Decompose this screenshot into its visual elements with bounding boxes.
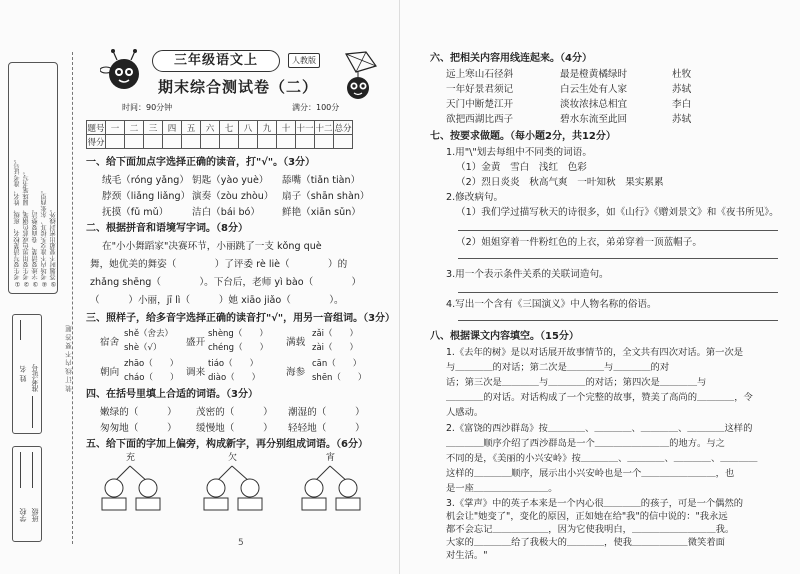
q3-word: 盛开 — [186, 337, 206, 348]
q3-heading: 三、照样子，给多音字选择正确的读音打"√"，用另一音组词。（3分） — [86, 313, 396, 324]
score-input-cell[interactable] — [144, 135, 163, 149]
q1-item[interactable]: 舔嘴（tiǎn tiàn） — [282, 175, 361, 186]
q7-sub: 1.用"\"划去每组中不同类的词语。 — [446, 147, 592, 158]
q6-cell[interactable]: 远上寒山石径斜 — [446, 69, 514, 80]
score-input-cell[interactable] — [239, 135, 258, 149]
q3-reading[interactable]: chéng（ ） — [208, 343, 269, 353]
tree-group-1 — [102, 466, 160, 510]
q8-line[interactable]: 不同的是，《美丽的小兴安岭》按＿＿＿＿、＿＿＿＿、＿＿＿＿、＿＿＿＿ — [446, 453, 758, 464]
exam-time: 时间：90分钟 — [122, 103, 173, 112]
q3-reading[interactable]: shě（舍去） — [124, 329, 174, 339]
score-input-cell[interactable] — [334, 135, 353, 149]
q6-cell[interactable]: 杜牧 — [672, 69, 692, 80]
word-box — [204, 498, 228, 510]
q3-reading[interactable]: shèng（ ） — [208, 329, 268, 339]
q6-heading: 六、把相关内容用线连起来。（4分） — [430, 53, 592, 64]
score-input-cell[interactable] — [106, 135, 125, 149]
word-box — [302, 498, 326, 510]
score-input-cell[interactable] — [296, 135, 315, 149]
candidate-note-3: ③字迹要清楚、卷面要整洁。 — [32, 205, 39, 287]
score-cell: 三 — [144, 121, 163, 135]
q8-line: 对生活。" — [446, 550, 488, 561]
q3-word: 调来 — [186, 367, 206, 378]
q1-heading: 一、给下面加点字选择正确的读音，打"√"。（3分） — [86, 157, 316, 168]
q8-line[interactable]: 这样的＿＿＿＿顺序，展示出小兴安岭也是一个＿＿＿＿＿＿＿＿，也 — [446, 468, 735, 479]
q7-sub: （1）我们学过描写秋天的诗很多，如《山行》《赠刘景文》和《夜书所见》。 — [456, 207, 779, 218]
q2-line: 舞，她优美的舞姿（ ）了评委 rè liè（ ）的 — [90, 259, 348, 270]
q4-item[interactable]: 缓慢地（ ） — [196, 423, 273, 434]
q8-line[interactable]: 是一座＿＿＿＿＿＿＿＿。 — [446, 483, 558, 494]
q4-item[interactable]: 匆匆地（ ） — [100, 423, 177, 434]
q6-cell[interactable]: 苏轼 — [672, 114, 692, 125]
score-cell: 六 — [201, 121, 220, 135]
candidate-note-4: ④考场内不准交头接耳、东张西望。 — [41, 187, 48, 287]
binding-strip — [6, 52, 78, 544]
kite-mascot-icon — [336, 50, 386, 108]
q2-line: 在"小小舞蹈家"决赛环节，小丽跳了一支 kǒng què — [102, 241, 322, 252]
candidate-notes-box — [8, 62, 58, 294]
page-fold — [399, 0, 400, 574]
score-cell: 得分 — [87, 135, 106, 149]
q8-line: 人感动。 — [446, 407, 484, 418]
grade-subject-banner: 三年级语文上 — [152, 50, 280, 72]
q5-char: 充 — [126, 453, 136, 463]
score-cell: 十二 — [315, 121, 334, 135]
q4-heading: 四、在括号里填上合适的词语。（3分） — [86, 389, 258, 400]
score-cell: 十一 — [296, 121, 315, 135]
radical-circle — [105, 479, 123, 497]
school-field-line[interactable] — [20, 452, 21, 488]
q8-line[interactable]: 话；第三次是＿＿＿＿与＿＿＿＿的对话；第四次是＿＿＿＿与 — [446, 377, 707, 388]
score-cell: 四 — [163, 121, 182, 135]
q5-char: 宵 — [326, 453, 336, 463]
q6-cell[interactable]: 白云生处有人家 — [560, 84, 628, 95]
q2-line: zhǎng shēng（ ）。下台后，老师 yì bào（ ） — [90, 277, 362, 288]
q8-line: 机会让"她变了"，变化的原因，正如她在给"我"的信中说的："我永远 — [446, 511, 728, 522]
q3-reading[interactable]: tiáo（ ） — [208, 359, 259, 369]
score-input-cell[interactable] — [315, 135, 334, 149]
score-cell: 二 — [125, 121, 144, 135]
q1-item[interactable]: 演奏（zòu zhòu） — [192, 191, 274, 202]
q6-cell[interactable]: 最是橙黄橘绿时 — [560, 69, 628, 80]
q3-reading[interactable]: shēn（ ） — [312, 373, 367, 383]
q2-line: （ ）小丽，jī lì（ ）她 xiāo jiǎo（ ）。 — [90, 295, 344, 306]
q7-sub: 2.修改病句。 — [446, 192, 504, 203]
q3-reading[interactable]: cháo（ ） — [124, 373, 179, 383]
score-cell: 十 — [277, 121, 296, 135]
score-input-cell[interactable] — [182, 135, 201, 149]
q8-line[interactable]: 与＿＿＿＿的对话；第二次是＿＿＿＿与＿＿＿＿的对 — [446, 362, 670, 373]
score-input-cell[interactable] — [125, 135, 144, 149]
q7-heading: 七、按要求做题。（每小题2分，共12分） — [430, 131, 616, 142]
q7-sub[interactable]: （2）烈日炎炎 秋高气爽 一叶知秋 果实累累 — [456, 177, 664, 188]
radical-circle — [139, 479, 157, 497]
score-cell: 五 — [182, 121, 201, 135]
q8-heading: 八、根据课文内容填空。（15分） — [430, 331, 579, 342]
answer-line[interactable] — [458, 230, 778, 231]
q6-cell[interactable]: 淡妆浓抹总相宜 — [560, 99, 628, 110]
candidate-note-2: ②考生要用黑色或蓝色钢笔、圆珠笔书写。 — [23, 168, 30, 287]
exam-title: 期末综合测试卷（二） — [157, 78, 318, 96]
score-cell: 九 — [258, 121, 277, 135]
answer-line[interactable] — [458, 292, 778, 293]
q5-char: 欠 — [228, 453, 238, 463]
q8-line[interactable]: 2.《富饶的西沙群岛》按＿＿＿＿、＿＿＿＿、＿＿＿＿、＿＿＿＿这样的 — [446, 423, 753, 434]
score-table-score-row — [87, 135, 353, 149]
score-cell: 题号 — [87, 121, 106, 135]
score-cell: 一 — [106, 121, 125, 135]
score-input-cell[interactable] — [201, 135, 220, 149]
answer-line[interactable] — [458, 258, 778, 259]
score-cell: 八 — [239, 121, 258, 135]
q1-item[interactable]: 钥匙（yào yuè） — [192, 175, 269, 186]
q8-line[interactable]: 大家的＿＿＿＿给了我极大的＿＿＿＿，使我＿＿＿＿＿＿微笑着面 — [446, 537, 725, 548]
q6-cell[interactable]: 天门中断楚江开 — [446, 99, 514, 110]
q6-cell[interactable]: 碧水东流至此回 — [560, 114, 628, 125]
score-input-cell[interactable] — [163, 135, 182, 149]
exam-no-field-line[interactable] — [32, 396, 33, 428]
q3-word: 海参 — [286, 367, 306, 378]
tree-group-3 — [302, 466, 360, 510]
q8-line[interactable]: ＿＿＿＿顺序介绍了西沙群岛是一个＿＿＿＿＿＿＿＿的地方。与之 — [446, 438, 725, 449]
q3-word: 宿舍 — [100, 337, 120, 348]
q4-item[interactable]: 嫩绿的（ ） — [100, 407, 177, 418]
candidate-note-5: ⑤答题时不要超出密封线外。 — [50, 205, 57, 287]
q3-reading[interactable]: zǎi（ ） — [312, 329, 359, 339]
q5-heading: 五、给下面的字加上偏旁，构成新字，再分别组成词语。（6分） — [86, 439, 368, 450]
q1-item[interactable]: 洁白（bái bó） — [192, 207, 261, 218]
q3-reading[interactable]: shè（√） — [124, 343, 162, 353]
score-input-cell[interactable] — [258, 135, 277, 149]
score-table-header-row — [87, 121, 353, 135]
q8-line[interactable]: 都不会忘记＿＿＿＿＿＿，因为它使我明白，＿＿＿＿＿＿＿＿＿我。 — [446, 524, 735, 535]
q3-reading[interactable]: cān（ ） — [312, 359, 362, 369]
q7-sub[interactable]: （1）金黄 雪白 浅红 色彩 — [456, 162, 587, 173]
q2-heading: 二、根据拼音和语境写字词。（8分） — [86, 223, 248, 234]
q7-sub: （2）姐姐穿着一件粉红色的上衣，弟弟穿着一顶蓝帽子。 — [456, 237, 702, 248]
q4-item[interactable]: 潮湿的（ ） — [288, 407, 365, 418]
q4-item[interactable]: 茂密的（ ） — [196, 407, 273, 418]
q1-item[interactable]: 抚摸（fǔ mǔ） — [102, 207, 169, 218]
q3-word: 朝向 — [100, 367, 120, 378]
page-number-left: 5 — [238, 538, 244, 548]
score-table — [86, 120, 353, 149]
score-cell: 总分 — [334, 121, 353, 135]
q3-word: 满载 — [286, 337, 306, 348]
q3-reading[interactable]: zhāo（ ） — [124, 359, 179, 369]
q6-cell[interactable]: 苏轼 — [672, 84, 692, 95]
q8-line[interactable]: ＿＿＿＿的对话。对话构成了一个完整的故事，赞美了高尚的＿＿＿＿，令 — [446, 392, 753, 403]
q7-sub: 3.用一个表示条件关系的关联词造句。 — [446, 269, 609, 280]
school-label: 学校 — [19, 508, 27, 522]
word-box — [102, 498, 126, 510]
answer-line[interactable] — [458, 320, 778, 321]
word-box — [238, 498, 262, 510]
q3-reading[interactable]: diào（ ） — [208, 373, 261, 383]
score-cell: 七 — [220, 121, 239, 135]
class-label: 班级 — [31, 508, 39, 522]
edition-badge: 人教版 — [288, 53, 320, 68]
word-box — [136, 498, 160, 510]
candidate-note-1: ①考生要写清楚校名、班级、姓名、准考证号。 — [14, 156, 21, 287]
q1-item[interactable]: 鲜艳（xiān sǔn） — [282, 207, 361, 218]
q8-line[interactable]: 1.《去年的树》是以对话展开故事情节的，全文共有四次对话。第一次是 — [446, 347, 744, 358]
q1-item[interactable]: 脖颈（liǎng liǎng） — [102, 191, 191, 202]
seal-text: 装 订 线 内 不 要 答 题 — [65, 325, 73, 392]
score-input-cell[interactable] — [220, 135, 239, 149]
q6-cell[interactable]: 一年好景君须记 — [446, 84, 514, 95]
radical-circle — [305, 479, 323, 497]
class-field-line[interactable] — [32, 452, 33, 488]
q7-sub: 4.写出一个含有《三国演义》中人物名称的俗语。 — [446, 299, 657, 310]
name-field-line[interactable] — [20, 320, 21, 340]
q1-item[interactable]: 绒毛（róng yǎng） — [102, 175, 189, 186]
word-box — [336, 498, 360, 510]
radical-circle — [241, 479, 259, 497]
exam-header — [92, 46, 388, 112]
radical-circle — [339, 479, 357, 497]
q4-item[interactable]: 轻轻地（ ） — [288, 423, 365, 434]
q6-cell[interactable]: 李白 — [672, 99, 692, 110]
radical-circle — [207, 479, 225, 497]
full-score: 满分：100分 — [292, 103, 340, 112]
tree-group-2 — [204, 466, 262, 510]
score-input-cell[interactable] — [277, 135, 296, 149]
q1-item[interactable]: 扇子（shān shàn） — [282, 191, 370, 202]
exam-no-label: 准考证号 — [31, 364, 39, 392]
name-label: 姓 名 — [19, 365, 27, 382]
bee-mascot-icon — [100, 48, 146, 94]
q3-reading[interactable]: zài（ ） — [312, 343, 359, 353]
q6-cell[interactable]: 欲把西湖比西子 — [446, 114, 514, 125]
q8-line[interactable]: 3.《掌声》中的英子本来是一个内心很＿＿＿＿的孩子，可是一个偶然的 — [446, 498, 744, 509]
